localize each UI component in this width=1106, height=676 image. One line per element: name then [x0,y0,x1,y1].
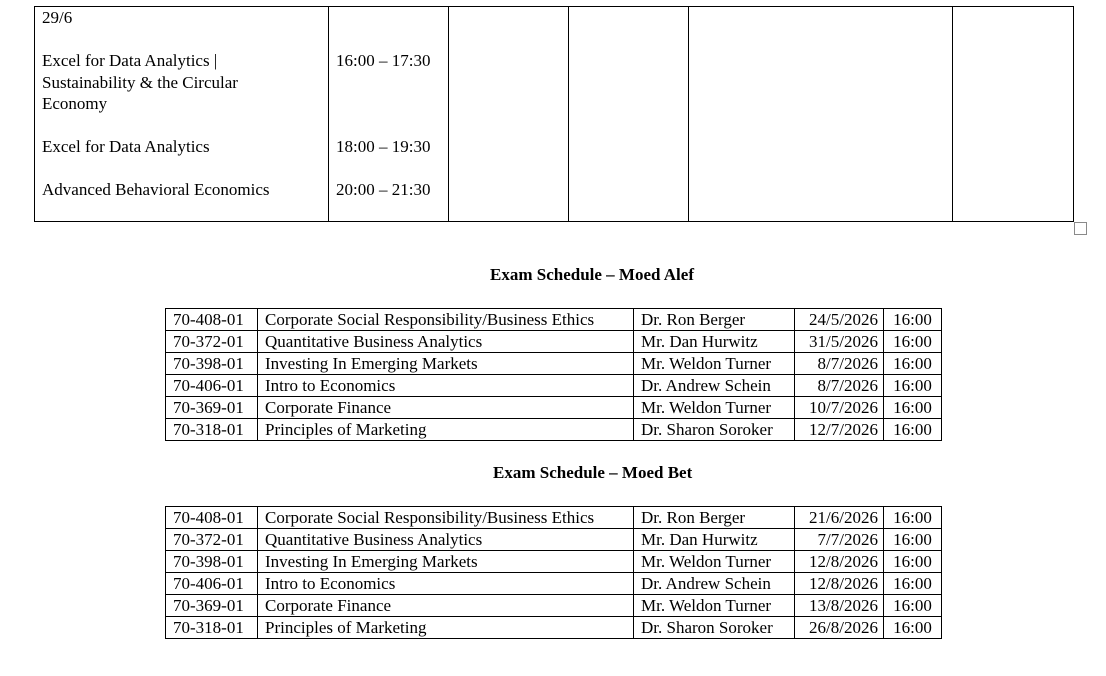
exam-time-cell[interactable]: 16:00 [884,353,942,375]
exam-date-cell[interactable]: 26/8/2026 [795,617,884,639]
course-line: Economy [42,94,108,113]
table-row [166,419,942,441]
course-name-cell[interactable]: Principles of Marketing [258,419,634,441]
exam-date-cell[interactable]: 12/8/2026 [795,573,884,595]
course-code-cell[interactable]: 70-369-01 [166,595,258,617]
course-code-cell[interactable]: 70-408-01 [166,507,258,529]
table-row [166,551,942,573]
lecturer-cell[interactable]: Dr. Sharon Soroker [634,419,795,441]
course-name-cell[interactable]: Quantitative Business Analytics [258,529,634,551]
table-row [166,331,942,353]
course-name-cell[interactable]: Intro to Economics [258,573,634,595]
course-entry [42,179,270,201]
moed-alef-title: Exam Schedule – Moed Alef [490,265,694,284]
course-name-cell[interactable]: Principles of Marketing [258,617,634,639]
exam-date-cell[interactable]: 8/7/2026 [795,375,884,397]
exam-time-cell[interactable]: 16:00 [884,529,942,551]
course-code-cell[interactable]: 70-372-01 [166,331,258,353]
exam-time-cell[interactable]: 16:00 [884,419,942,441]
exam-time-cell[interactable]: 16:00 [884,507,942,529]
course-code-cell[interactable]: 70-318-01 [166,419,258,441]
lecturer-cell[interactable]: Dr. Andrew Schein [634,573,795,595]
course-code-cell[interactable]: 70-406-01 [166,375,258,397]
course-code-cell[interactable]: 70-318-01 [166,617,258,639]
exam-time-cell[interactable]: 16:00 [884,595,942,617]
table-row [166,397,942,419]
exam-date-cell[interactable]: 24/5/2026 [795,309,884,331]
exam-date-cell[interactable]: 31/5/2026 [795,331,884,353]
exam-date-cell[interactable]: 10/7/2026 [795,397,884,419]
empty-cell[interactable] [449,7,569,222]
lecturer-cell[interactable]: Dr. Sharon Soroker [634,617,795,639]
lecturer-cell[interactable]: Dr. Ron Berger [634,507,795,529]
exam-time-cell[interactable]: 16:00 [884,397,942,419]
exam-date-cell[interactable]: 12/8/2026 [795,551,884,573]
lecturer-cell[interactable]: Mr. Weldon Turner [634,551,795,573]
course-code-cell[interactable]: 70-398-01 [166,353,258,375]
course-name-cell[interactable]: Corporate Social Responsibility/Business Ethics [258,507,634,529]
schedule-date: 29/6 [42,8,73,27]
table-row [166,375,942,397]
exam-time-cell[interactable]: 16:00 [884,309,942,331]
table-row [166,529,942,551]
course-line: Advanced Behavioral Economics [42,180,270,199]
exam-date-cell[interactable]: 8/7/2026 [795,353,884,375]
time-slot: 16:00 – 17:30 [336,51,431,70]
exam-date-cell[interactable]: 13/8/2026 [795,595,884,617]
exam-time-cell[interactable]: 16:00 [884,617,942,639]
exam-time-cell[interactable]: 16:00 [884,375,942,397]
course-code-cell[interactable]: 70-406-01 [166,573,258,595]
lecturer-cell[interactable]: Mr. Weldon Turner [634,353,795,375]
moed-alef-table [165,308,942,441]
course-entry [42,50,238,115]
course-name-cell[interactable]: Corporate Finance [258,397,634,419]
empty-cell[interactable] [569,7,689,222]
empty-cell[interactable] [953,7,1074,222]
course-name-cell[interactable]: Corporate Social Responsibility/Business Ethics [258,309,634,331]
course-name-cell[interactable]: Intro to Economics [258,375,634,397]
exam-date-cell[interactable]: 12/7/2026 [795,419,884,441]
course-code-cell[interactable]: 70-369-01 [166,397,258,419]
course-name-cell[interactable]: Investing In Emerging Markets [258,551,634,573]
course-line: Excel for Data Analytics | [42,51,218,70]
moed-bet-table [165,506,942,639]
table-row [166,353,942,375]
table-row [166,595,942,617]
lecturer-cell[interactable]: Dr. Ron Berger [634,309,795,331]
exam-time-cell[interactable]: 16:00 [884,331,942,353]
course-code-cell[interactable]: 70-372-01 [166,529,258,551]
empty-cell[interactable] [689,7,953,222]
table-row [166,617,942,639]
lecturer-cell[interactable]: Mr. Dan Hurwitz [634,331,795,353]
course-name-cell[interactable]: Quantitative Business Analytics [258,331,634,353]
exam-time-cell[interactable]: 16:00 [884,551,942,573]
moed-bet-title: Exam Schedule – Moed Bet [493,463,693,482]
exam-time-cell[interactable]: 16:00 [884,573,942,595]
table-row [166,573,942,595]
course-code-cell[interactable]: 70-398-01 [166,551,258,573]
course-name-cell[interactable]: Investing In Emerging Markets [258,353,634,375]
course-line: Sustainability & the Circular [42,72,238,92]
lecturer-cell[interactable]: Mr. Weldon Turner [634,397,795,419]
lecturer-cell[interactable]: Dr. Andrew Schein [634,375,795,397]
table-row [166,309,942,331]
time-slot: 20:00 – 21:30 [336,180,431,199]
course-line: Excel for Data Analytics [42,137,210,156]
table-row [166,507,942,529]
exam-date-cell[interactable]: 21/6/2026 [795,507,884,529]
course-entry [42,136,210,158]
lecturer-cell[interactable]: Mr. Dan Hurwitz [634,529,795,551]
time-slot: 18:00 – 19:30 [336,137,431,156]
course-name-cell[interactable]: Corporate Finance [258,595,634,617]
course-code-cell[interactable]: 70-408-01 [166,309,258,331]
lecturer-cell[interactable]: Mr. Weldon Turner [634,595,795,617]
exam-date-cell[interactable]: 7/7/2026 [795,529,884,551]
table-resize-handle[interactable] [1074,222,1087,235]
